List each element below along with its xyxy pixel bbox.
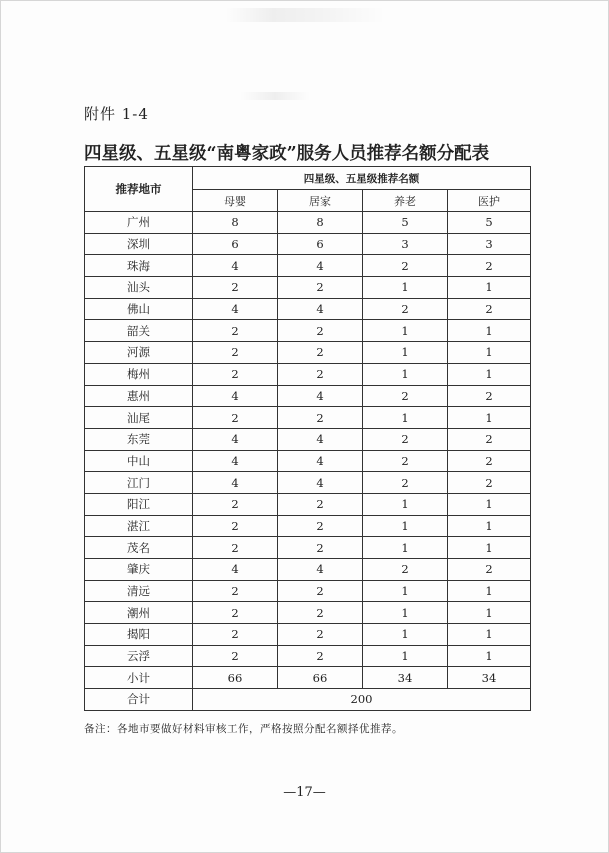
quota-cell: 1 — [363, 342, 448, 364]
subtotal-label: 小计 — [85, 667, 193, 689]
quota-cell: 4 — [193, 472, 278, 494]
total-row — [85, 689, 531, 711]
quota-cell: 2 — [193, 645, 278, 667]
quota-cell: 2 — [363, 428, 448, 450]
quota-cell: 2 — [193, 580, 278, 602]
quota-cell: 2 — [193, 602, 278, 624]
table-row — [85, 493, 531, 515]
quota-cell: 3 — [448, 233, 531, 255]
quota-cell: 1 — [363, 624, 448, 646]
quota-cell: 1 — [363, 602, 448, 624]
quota-cell: 2 — [193, 515, 278, 537]
table-row — [85, 342, 531, 364]
table-row — [85, 559, 531, 581]
quota-cell: 4 — [278, 450, 363, 472]
city-cell: 汕尾 — [85, 407, 193, 429]
quota-cell: 4 — [193, 559, 278, 581]
quota-cell: 2 — [363, 255, 448, 277]
table-row — [85, 624, 531, 646]
quota-cell: 2 — [278, 342, 363, 364]
quota-cell: 2 — [448, 428, 531, 450]
quota-cell: 2 — [278, 580, 363, 602]
scan-artifact — [225, 8, 385, 22]
quota-cell: 2 — [278, 363, 363, 385]
quota-cell: 4 — [193, 450, 278, 472]
quota-group-header: 四星级、五星级推荐名额 — [193, 167, 531, 190]
quota-cell: 8 — [278, 212, 363, 234]
quota-cell: 1 — [448, 645, 531, 667]
quota-cell: 2 — [193, 493, 278, 515]
subtotal-cell: 66 — [193, 667, 278, 689]
quota-cell: 2 — [278, 320, 363, 342]
category-header: 养老 — [363, 190, 448, 212]
city-cell: 中山 — [85, 450, 193, 472]
quota-cell: 4 — [278, 428, 363, 450]
quota-cell: 2 — [278, 277, 363, 299]
city-cell: 云浮 — [85, 645, 193, 667]
quota-cell: 2 — [278, 602, 363, 624]
quota-cell: 6 — [278, 233, 363, 255]
quota-cell: 1 — [363, 515, 448, 537]
city-cell: 佛山 — [85, 298, 193, 320]
quota-cell: 1 — [448, 580, 531, 602]
quota-cell: 5 — [363, 212, 448, 234]
quota-cell: 2 — [278, 493, 363, 515]
table-row — [85, 450, 531, 472]
table-row — [85, 233, 531, 255]
table-row — [85, 407, 531, 429]
city-cell: 茂名 — [85, 537, 193, 559]
table-row — [85, 580, 531, 602]
quota-cell: 1 — [448, 537, 531, 559]
quota-cell: 1 — [448, 624, 531, 646]
category-header: 医护 — [448, 190, 531, 212]
city-cell: 揭阳 — [85, 624, 193, 646]
subtotal-row — [85, 667, 531, 689]
city-cell: 广州 — [85, 212, 193, 234]
quota-cell: 5 — [448, 212, 531, 234]
quota-cell: 3 — [363, 233, 448, 255]
table-row — [85, 428, 531, 450]
document-title: 四星级、五星级“南粤家政”服务人员推荐名额分配表 — [84, 144, 490, 164]
quota-cell: 2 — [363, 385, 448, 407]
quota-cell: 4 — [278, 559, 363, 581]
quota-cell: 4 — [193, 385, 278, 407]
quota-cell: 2 — [278, 645, 363, 667]
quota-cell: 1 — [448, 320, 531, 342]
footnote: 备注：各地市要做好材料审核工作，严格按照分配名额择优推荐。 — [84, 723, 403, 735]
quota-cell: 1 — [448, 342, 531, 364]
quota-cell: 1 — [363, 277, 448, 299]
quota-cell: 1 — [363, 493, 448, 515]
quota-cell: 2 — [448, 472, 531, 494]
city-cell: 东莞 — [85, 428, 193, 450]
quota-cell: 2 — [193, 320, 278, 342]
attachment-label: 附件 1-4 — [84, 105, 149, 123]
quota-cell: 2 — [448, 255, 531, 277]
table-row — [85, 515, 531, 537]
quota-cell: 1 — [448, 602, 531, 624]
quota-cell: 1 — [448, 407, 531, 429]
table-row — [85, 602, 531, 624]
city-cell: 深圳 — [85, 233, 193, 255]
city-cell: 珠海 — [85, 255, 193, 277]
quota-cell: 1 — [363, 363, 448, 385]
quota-cell: 1 — [448, 277, 531, 299]
quota-cell: 2 — [193, 363, 278, 385]
table-row — [85, 363, 531, 385]
quota-cell: 2 — [193, 407, 278, 429]
quota-cell: 8 — [193, 212, 278, 234]
quota-cell: 2 — [448, 450, 531, 472]
category-header: 母婴 — [193, 190, 278, 212]
quota-cell: 1 — [363, 580, 448, 602]
table-row — [85, 320, 531, 342]
table-row — [85, 255, 531, 277]
total-value: 200 — [193, 689, 531, 711]
page-number: —17— — [283, 785, 326, 800]
city-cell: 肇庆 — [85, 559, 193, 581]
quota-cell: 2 — [448, 385, 531, 407]
table-row — [85, 645, 531, 667]
quota-cell: 2 — [193, 537, 278, 559]
city-cell: 潮州 — [85, 602, 193, 624]
quota-cell: 6 — [193, 233, 278, 255]
quota-cell: 1 — [448, 493, 531, 515]
quota-cell: 4 — [278, 298, 363, 320]
city-cell: 梅州 — [85, 363, 193, 385]
scan-artifact — [240, 92, 310, 100]
city-cell: 清远 — [85, 580, 193, 602]
quota-cell: 4 — [278, 472, 363, 494]
quota-cell: 2 — [448, 559, 531, 581]
quota-cell: 2 — [193, 277, 278, 299]
subtotal-cell: 66 — [278, 667, 363, 689]
table-row — [85, 277, 531, 299]
quota-cell: 2 — [363, 450, 448, 472]
quota-cell: 2 — [278, 515, 363, 537]
quota-cell: 4 — [278, 255, 363, 277]
table-row — [85, 537, 531, 559]
quota-table — [84, 166, 531, 711]
quota-cell: 2 — [278, 407, 363, 429]
table-body — [85, 212, 531, 711]
quota-cell: 4 — [193, 255, 278, 277]
table-row — [85, 298, 531, 320]
table-row — [85, 212, 531, 234]
quota-cell: 2 — [278, 624, 363, 646]
total-label: 合计 — [85, 689, 193, 711]
city-cell: 湛江 — [85, 515, 193, 537]
city-cell: 江门 — [85, 472, 193, 494]
quota-cell: 4 — [193, 298, 278, 320]
table-row — [85, 385, 531, 407]
quota-cell: 4 — [193, 428, 278, 450]
quota-cell: 4 — [278, 385, 363, 407]
quota-cell: 2 — [193, 624, 278, 646]
city-cell: 惠州 — [85, 385, 193, 407]
quota-cell: 1 — [363, 407, 448, 429]
category-header: 居家 — [278, 190, 363, 212]
city-cell: 韶关 — [85, 320, 193, 342]
quota-cell: 1 — [448, 363, 531, 385]
quota-cell: 2 — [193, 342, 278, 364]
quota-cell: 2 — [363, 472, 448, 494]
city-cell: 汕头 — [85, 277, 193, 299]
quota-cell: 1 — [363, 645, 448, 667]
quota-cell: 1 — [448, 515, 531, 537]
quota-cell: 2 — [448, 298, 531, 320]
city-cell: 阳江 — [85, 493, 193, 515]
subtotal-cell: 34 — [363, 667, 448, 689]
table-row — [85, 472, 531, 494]
quota-cell: 1 — [363, 537, 448, 559]
city-column-header: 推荐地市 — [85, 167, 193, 212]
quota-cell: 2 — [363, 298, 448, 320]
subtotal-cell: 34 — [448, 667, 531, 689]
quota-cell: 1 — [363, 320, 448, 342]
city-cell: 河源 — [85, 342, 193, 364]
quota-cell: 2 — [363, 559, 448, 581]
quota-cell: 2 — [278, 537, 363, 559]
